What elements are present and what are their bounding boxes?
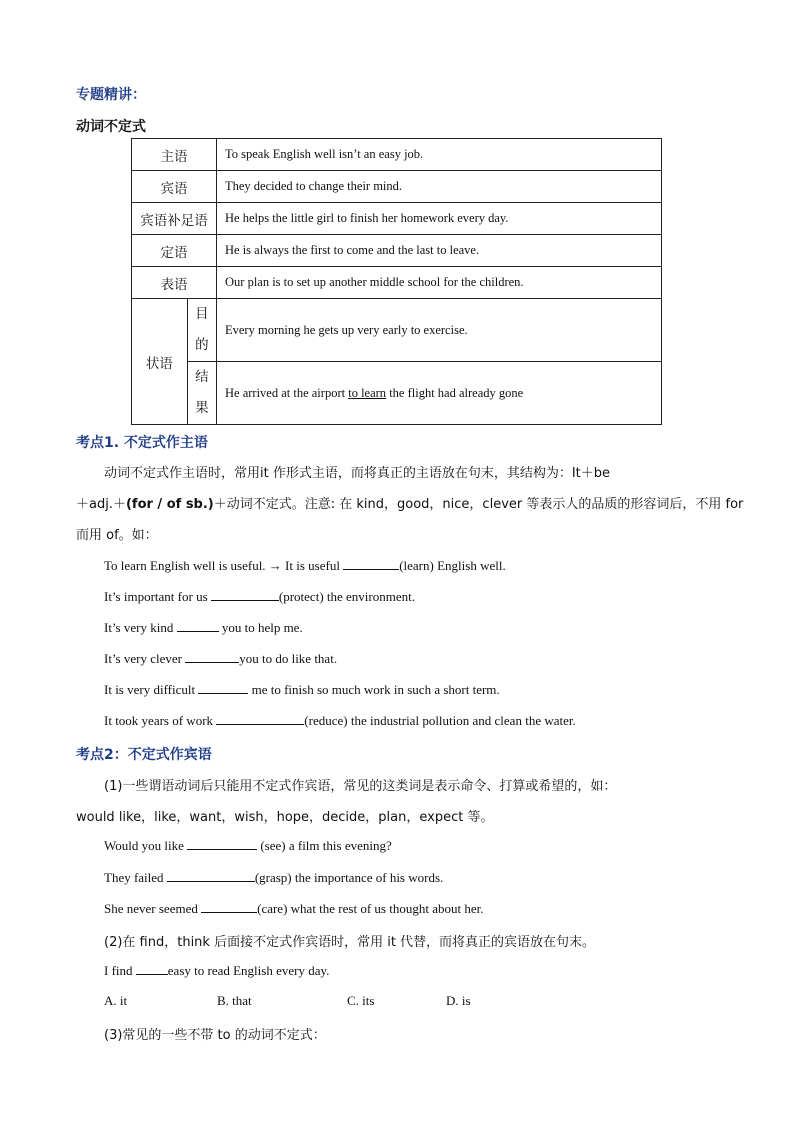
exercise-line xyxy=(104,557,506,574)
exercise-text-before: They failed xyxy=(104,870,167,885)
exercise-text-before: Would you like xyxy=(104,838,188,853)
exercise-text-after: (learn) English well. xyxy=(399,558,506,573)
answer-blank[interactable] xyxy=(216,712,304,725)
row-label: 宾语 xyxy=(132,171,217,203)
answer-blank[interactable] xyxy=(211,588,279,601)
answer-blank[interactable] xyxy=(198,681,248,694)
purpose-label xyxy=(187,299,216,362)
row-example: He helps the little girl to finish her homework every day. xyxy=(217,203,662,235)
exercise-line xyxy=(104,900,483,917)
exercise-line xyxy=(104,869,443,886)
exercise-text-before: It is very difficult xyxy=(104,682,199,697)
result-label xyxy=(187,362,216,425)
answer-blank[interactable] xyxy=(136,962,168,975)
exercise-text-before: To learn English well is useful. → It is useful xyxy=(104,558,344,573)
kaodian1-paragraph-line2 xyxy=(76,493,743,512)
exercise-text-after: (care) what the rest of us thought about her. xyxy=(257,901,484,916)
row-label: 主语 xyxy=(132,139,217,171)
para-part-b: ＋动词不定式。注意: 在 kind，good，nice，clever 等表示人的品质的形容词后，不用 for xyxy=(213,497,744,512)
answer-blank[interactable] xyxy=(201,900,257,913)
result-text-underlined: to learn xyxy=(348,385,387,400)
row-example: They decided to change their mind. xyxy=(217,171,662,203)
exercise-line xyxy=(104,619,303,636)
result-char-2: 果 xyxy=(195,400,209,416)
exercise-line xyxy=(104,962,329,979)
exercise-text-before: It’s very clever xyxy=(104,651,186,666)
result-char-1: 结 xyxy=(195,369,209,385)
adverbial-label: 状语 xyxy=(132,299,188,425)
option-d[interactable]: D. is xyxy=(446,993,471,1008)
exercise-text-after: easy to read English every day. xyxy=(167,963,330,978)
exercise-text-after: (grasp) the importance of his words. xyxy=(254,870,444,885)
section-title: 专题精讲： xyxy=(76,87,146,103)
row-example: Our plan is to set up another middle school for the children. xyxy=(217,267,662,299)
exercise-text-before: I find xyxy=(104,963,136,978)
result-text-after: the flight had already gone xyxy=(386,385,524,400)
answer-blank[interactable] xyxy=(187,837,257,850)
row-label: 宾语补足语 xyxy=(132,203,217,235)
purpose-char-1: 目 xyxy=(195,306,209,322)
kaodian2-p1-line1: (1)一些谓语动词后只能用不定式作宾语，常见的这类词是表示命令、打算或希望的，如： xyxy=(104,779,617,794)
infinitive-usage-table xyxy=(131,138,662,425)
table-row xyxy=(132,362,662,425)
exercise-text-after: (reduce) the industrial pollution and clean the water. xyxy=(304,713,576,728)
exercise-line xyxy=(104,837,392,854)
option-a[interactable]: A. it xyxy=(104,993,128,1008)
exercise-text-before: It’s very kind xyxy=(104,620,177,635)
exercise-line xyxy=(104,681,500,698)
kaodian1-paragraph-line1: 动词不定式作主语时，常用it 作形式主语，而将真正的主语放在句末，其结构为：It＋be xyxy=(104,466,611,481)
exercise-text-before: She never seemed xyxy=(104,901,202,916)
exercise-text-after: (protect) the environment. xyxy=(278,589,415,604)
kaodian1-title: 考点1. 不定式作主语 xyxy=(76,435,208,451)
exercise-line xyxy=(104,588,415,605)
table-row xyxy=(132,171,662,203)
answer-blank[interactable] xyxy=(167,869,255,882)
para-bold-part: (for / of sb.) xyxy=(125,497,214,512)
row-label: 表语 xyxy=(132,267,217,299)
exercise-line xyxy=(104,650,337,667)
purpose-char-2: 的 xyxy=(195,337,209,353)
kaodian1-paragraph-line3: 而用 of。如： xyxy=(76,528,158,543)
table-row xyxy=(132,139,662,171)
option-c[interactable]: C. its xyxy=(347,993,375,1008)
exercise-line xyxy=(104,712,576,729)
row-example: To speak English well isn’t an easy job. xyxy=(217,139,662,171)
option-b[interactable]: B. that xyxy=(217,993,252,1008)
row-label: 定语 xyxy=(132,235,217,267)
result-example xyxy=(217,362,662,425)
answer-blank[interactable] xyxy=(185,650,239,663)
kaodian2-title: 考点2：不定式作宾语 xyxy=(76,747,212,763)
table-row xyxy=(132,235,662,267)
exercise-text-after: (see) a film this evening? xyxy=(257,838,392,853)
exercise-text-before: It took years of work xyxy=(104,713,217,728)
kaodian2-p2: (2)在 find，think 后面接不定式作宾语时，常用 it 代替，而将真正的宾语放在句末。 xyxy=(104,935,596,950)
kaodian2-p1-line2: would like，like，want，wish，hope，decide，plan，expect 等。 xyxy=(76,810,494,825)
exercise-text-before: It’s important for us xyxy=(104,589,211,604)
answer-blank[interactable] xyxy=(343,557,399,570)
table-row xyxy=(132,267,662,299)
kaodian2-p3: (3)常见的一些不带 to 的动词不定式： xyxy=(104,1028,326,1043)
exercise-text-after: you to help me. xyxy=(218,620,303,635)
exercise-text-after: you to do like that. xyxy=(239,651,338,666)
answer-blank[interactable] xyxy=(177,619,219,632)
table-row xyxy=(132,299,662,362)
purpose-example: Every morning he gets up very early to exercise. xyxy=(217,299,662,362)
exercise-text-after: me to finish so much work in such a short term. xyxy=(248,682,500,697)
table-row xyxy=(132,203,662,235)
result-text-before: He arrived at the airport xyxy=(225,385,349,400)
para-part-a: ＋adj.＋ xyxy=(76,497,126,512)
topic-title: 动词不定式 xyxy=(76,119,146,135)
row-example: He is always the first to come and the last to leave. xyxy=(217,235,662,267)
